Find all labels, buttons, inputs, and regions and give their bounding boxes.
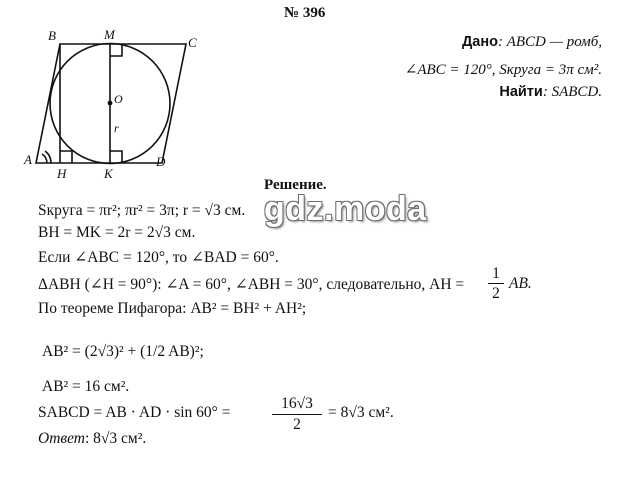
given-conditions: ∠ABC = 120°, Sкруга = 3π см². [404,62,602,78]
area-numerator: 16√3 [281,395,313,412]
answer-text: : 8√3 см². [84,430,147,447]
center-point [108,101,113,106]
label-d: D [156,154,166,169]
label-k: K [104,166,113,181]
problem-number: № 396 [284,5,326,21]
label-a: A [24,152,32,167]
given-text: : ABCD — ромб, [497,34,602,50]
half-denominator: 2 [492,285,500,302]
solution-heading: Решение. [264,177,327,193]
given-line [462,34,602,51]
solution-line-7: AB² = 16 см². [42,378,130,395]
solution-line-2: BH = MK = 2r = 2√3 см. [38,224,196,241]
half-fraction-bar [488,283,504,284]
solution-line-8: SABCD = AB · AD · sin 60° = [38,404,231,421]
solution-line-6: AB² = (2√3)² + (1/2 AB)²; [42,343,204,360]
right-angle-k-right [110,151,122,163]
label-o: O [114,92,123,106]
find-text: : SABCD. [542,84,602,100]
given-label: Дано [461,34,498,50]
label-c: C [188,35,197,50]
right-angle-m-right [110,44,122,56]
half-after: AB. [509,275,532,292]
area-fraction-bar [272,414,322,415]
solution-line-1: Sкруга = πr²; πr² = 3π; r = √3 см. [38,202,246,219]
find-line [499,84,602,101]
label-m: M [104,27,115,42]
half-numerator: 1 [492,265,500,282]
right-angle-h [60,151,72,163]
solution-line-3: Если ∠ABC = 120°, то ∠BAD = 60°. [38,249,279,266]
angle-a-arc-2 [42,154,47,163]
label-h: H [57,166,67,181]
area-denominator: 2 [293,416,301,433]
answer-line [38,430,146,448]
solution-line-4: ΔABH (∠H = 90°): ∠A = 60°, ∠ABH = 30°, следовательно, AH = [38,276,465,293]
label-b: B [48,28,56,43]
watermark: gdz.moda [264,190,427,228]
solution-line-5: По теореме Пифагора: AB² = BH² + AH²; [38,300,307,317]
answer-label: Ответ [38,430,85,447]
solution-line-9: = 8√3 см². [328,404,394,421]
find-label: Найти [499,84,543,100]
label-r: r [114,121,119,135]
